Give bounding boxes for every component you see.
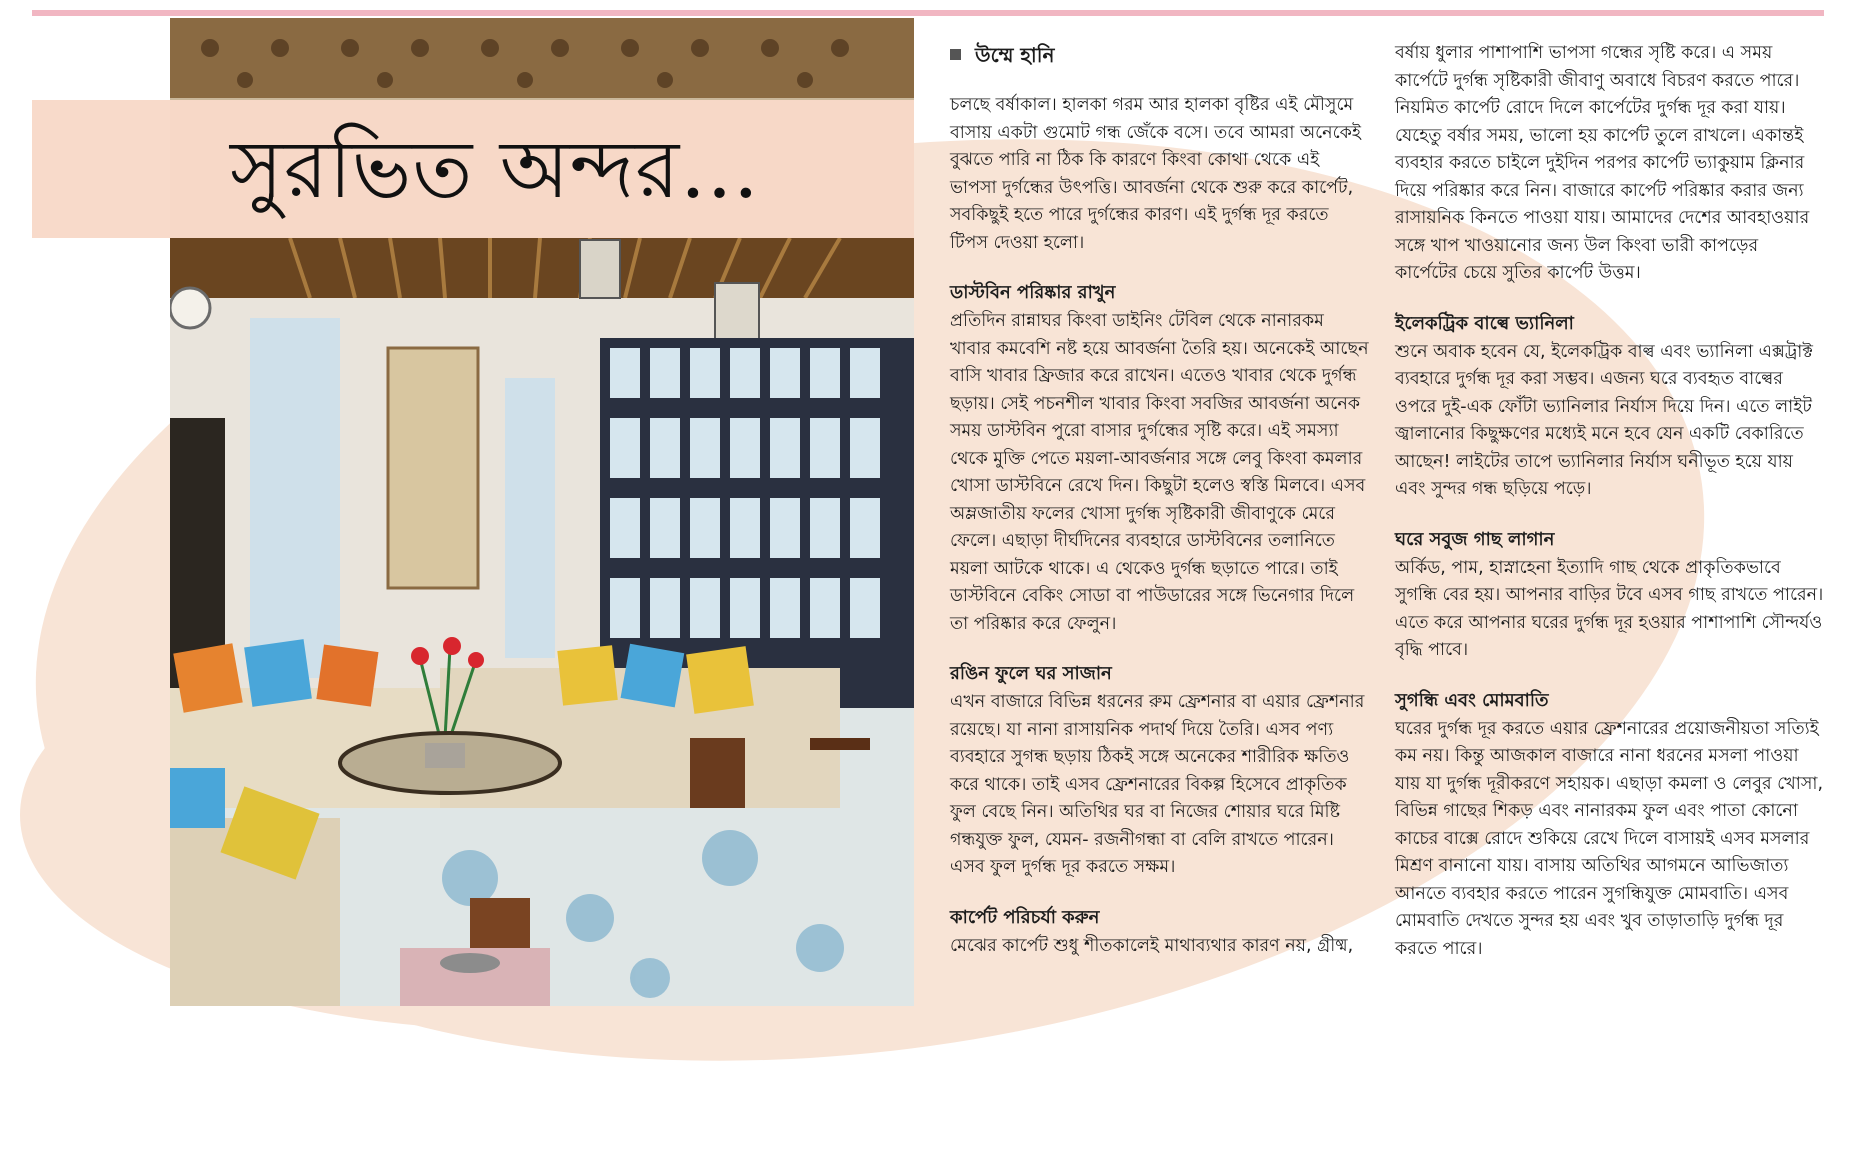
article-title: সুরভিত অন্দর... xyxy=(230,123,760,216)
section-heading-candles: সুগন্ধি এবং মোমবাতি xyxy=(1395,689,1549,711)
section-body-flowers: এখন বাজারে বিভিন্ন ধরনের রুম ফ্রেশনার বা এয়ার ফ্রেশনার রয়েছে। যা নানা রাসায়নিক পদার্থ দিয়ে তৈরি। এসব পণ্য ব্যবহারে সুগন্ধ ছড়ায় ঠিকই সঙ্গে অনেকের শারীরিক ক্ষতিও করে থাকে। তাই এসব ফ্রেশনারের বিকল্প হিসেবে প্রাকৃতিক ফুল বেছে নিন। অতিথির ঘর বা নিজের শোয়ার ঘরে মিষ্টি গন্ধযুক্ত ফুল, যেমন- রজনীগন্ধা বা বেলি রাখতে পারেন। এসব ফুল দুর্গন্ধ দূর করতে সক্ষম। xyxy=(950,692,1365,877)
byline-square-icon xyxy=(950,49,961,60)
section-body-dustbin: প্রতিদিন রান্নাঘর কিংবা ডাইনিং টেবিল থেকে নানারকম খাবার কমবেশি নষ্ট হয়ে আবর্জনা তৈরি হয়। অনেকেই আছেন বাসি খাবার ফ্রিজার করে রাখেন। এতেও খাবার থেকে দুর্গন্ধ ছড়ায়। সেই পচনশীল খাবার কিংবা সবজির আবর্জনা অনেক সময় ডাস্টবিন পুরো বাসার দুর্গন্ধের সৃষ্টি করে। এই সমস্যা থেকে মুক্তি পেতে ময়লা-আবর্জনার সঙ্গে লেবু কিংবা কমলার খোসা ডাস্টবিনে রেখে দিন। কিছুটা হলেও স্বস্তি মিলবে। এসব অম্লজাতীয় ফলের খোসা দুর্গন্ধ সৃষ্টিকারী জীবাণুকে মেরে ফেলে। এছাড়া দীর্ঘদিনের ব্যবহারে ডাস্টবিনের তলানিতে ময়লা আটকে থাকে। এ থেকেও দুর্গন্ধ ছড়াতে পারে। তাই ডাস্টবিনে বেকিং সোডা বা পাউডারের সঙ্গে ভিনেগার দিলে তা পরিষ্কার করে ফেলুন। xyxy=(950,311,1369,634)
section-body-candles: ঘরের দুর্গন্ধ দূর করতে এয়ার ফ্রেশনারের প্রয়োজনীয়তা সত্যিই কম নয়। কিন্তু আজকাল বাজারে নানা ধরনের মসলা পাওয়া যায় যা দুর্গন্ধ দূরীকরণে সহায়ক। এছাড়া কমলা ও লেবুর খোসা, বিভিন্ন গাছের শিকড় এবং নানারকম ফুল এবং পাতা কোনো কাচের বাক্সে রোদে শুকিয়ে রেখে দিলে বাসায়ই এসব মসলার মিশ্রণ বানানো যায়। বাসায় অতিথির আগমনে আভিজাত্য আনতে ব্যবহার করতে পারেন সুগন্ধিযুক্ত মোমবাতি। এসব মোমবাতি দেখতে সুন্দর হয় এবং খুব তাড়াতাড়ি দুর্গন্ধ দূর করতে পারে। xyxy=(1395,718,1824,959)
section-heading-flowers: রঙিন ফুলে ঘর সাজান xyxy=(950,663,1112,684)
section-body-carpet: মেঝের কার্পেট শুধু শীতকালেই মাথাব্যথার কারণ নয়, গ্রীষ্ম, xyxy=(950,935,1354,956)
section-heading-dustbin: ডাস্টবিন পরিষ্কার রাখুন xyxy=(950,282,1116,303)
text-column-2 xyxy=(1395,36,1825,963)
text-column-1 xyxy=(950,36,1370,960)
section-heading-carpet: কার্পেট পরিচর্যা করুন xyxy=(950,906,1100,928)
section-heading-plants: ঘরে সবুজ গাছ লাগান xyxy=(1395,528,1555,550)
section-heading-vanilla: ইলেকট্রিক বাল্বে ভ্যানিলা xyxy=(1395,312,1574,334)
byline xyxy=(950,36,1370,74)
top-rule xyxy=(32,10,1824,16)
carpet-continuation: বর্ষায় ধুলার পাশাপাশি ভাপসা গন্ধের সৃষ্টি করে। এ সময় কার্পেটে দুর্গন্ধ সৃষ্টিকারী জীবাণু অবাধে বিচরণ করতে পারে। নিয়মিত কার্পেট রোদে দিলে কার্পেটের দুর্গন্ধ দূর করা যায়। যেহেতু বর্ষার সময়, ভালো হয় কার্পেট তুলে রাখলে। একান্তই ব্যবহার করতে চাইলে দুইদিন পরপর কার্পেট ভ্যাকুয়াম ক্লিনার দিয়ে পরিষ্কার করে নিন। বাজারে কার্পেট পরিষ্কার করার জন্য রাসায়নিক কিনতে পাওয়া যায়। আমাদের দেশের আবহাওয়ার সঙ্গে খাপ খাওয়ানোর জন্য উল কিংবা ভারী কাপড়ের কার্পেটের চেয়ে সুতির কার্পেট উত্তম। xyxy=(1395,43,1810,283)
intro-paragraph: চলছে বর্ষাকাল। হালকা গরম আর হালকা বৃষ্টির এই মৌসুমে বাসায় একটা গুমোট গন্ধ জেঁকে বসে। তবে আমরা অনেকেই বুঝতে পারি না ঠিক কি কারণে কিংবা কোথা থেকে এই ভাপসা দুর্গন্ধের উৎপত্তি। আবর্জনা থেকে শুরু করে কার্পেট, সবকিছুই হতে পারে দুর্গন্ধের কারণ। এই দুর্গন্ধ দূর করতে টিপস দেওয়া হলো। xyxy=(950,95,1362,253)
section-body-vanilla: শুনে অবাক হবেন যে, ইলেকট্রিক বাল্ব এবং ভ্যানিলা এক্সট্রাক্ট ব্যবহারে দুর্গন্ধ দূর করা সম্ভব। এজন্য ঘরে ব্যবহৃত বাল্বের ওপরে দুই-এক ফোঁটা ভ্যানিলার নির্যাস দিয়ে দিন। এতে লাইট জ্বালানোর কিছুক্ষণের মধ্যেই মনে হবে যেন একটি বেকারিতে আছেন! লাইটের তাপে ভ্যানিলার নির্যাস ঘনীভূত হয়ে যায় এবং সুন্দর গন্ধ ছড়িয়ে পড়ে। xyxy=(1395,341,1813,499)
author-name: উম্মে হানি xyxy=(975,43,1055,67)
section-body-plants: অর্কিড, পাম, হাস্নাহেনা ইত্যাদি গাছ থেকে প্রাকৃতিকভাবে সুগন্ধি বের হয়। আপনার বাড়ির টবে এসব গাছ রাখতে পারেন। এতে করে আপনার ঘরের দুর্গন্ধ দূর হওয়ার পাশাপাশি সৌন্দর্যও বৃদ্ধি পাবে। xyxy=(1395,557,1824,660)
